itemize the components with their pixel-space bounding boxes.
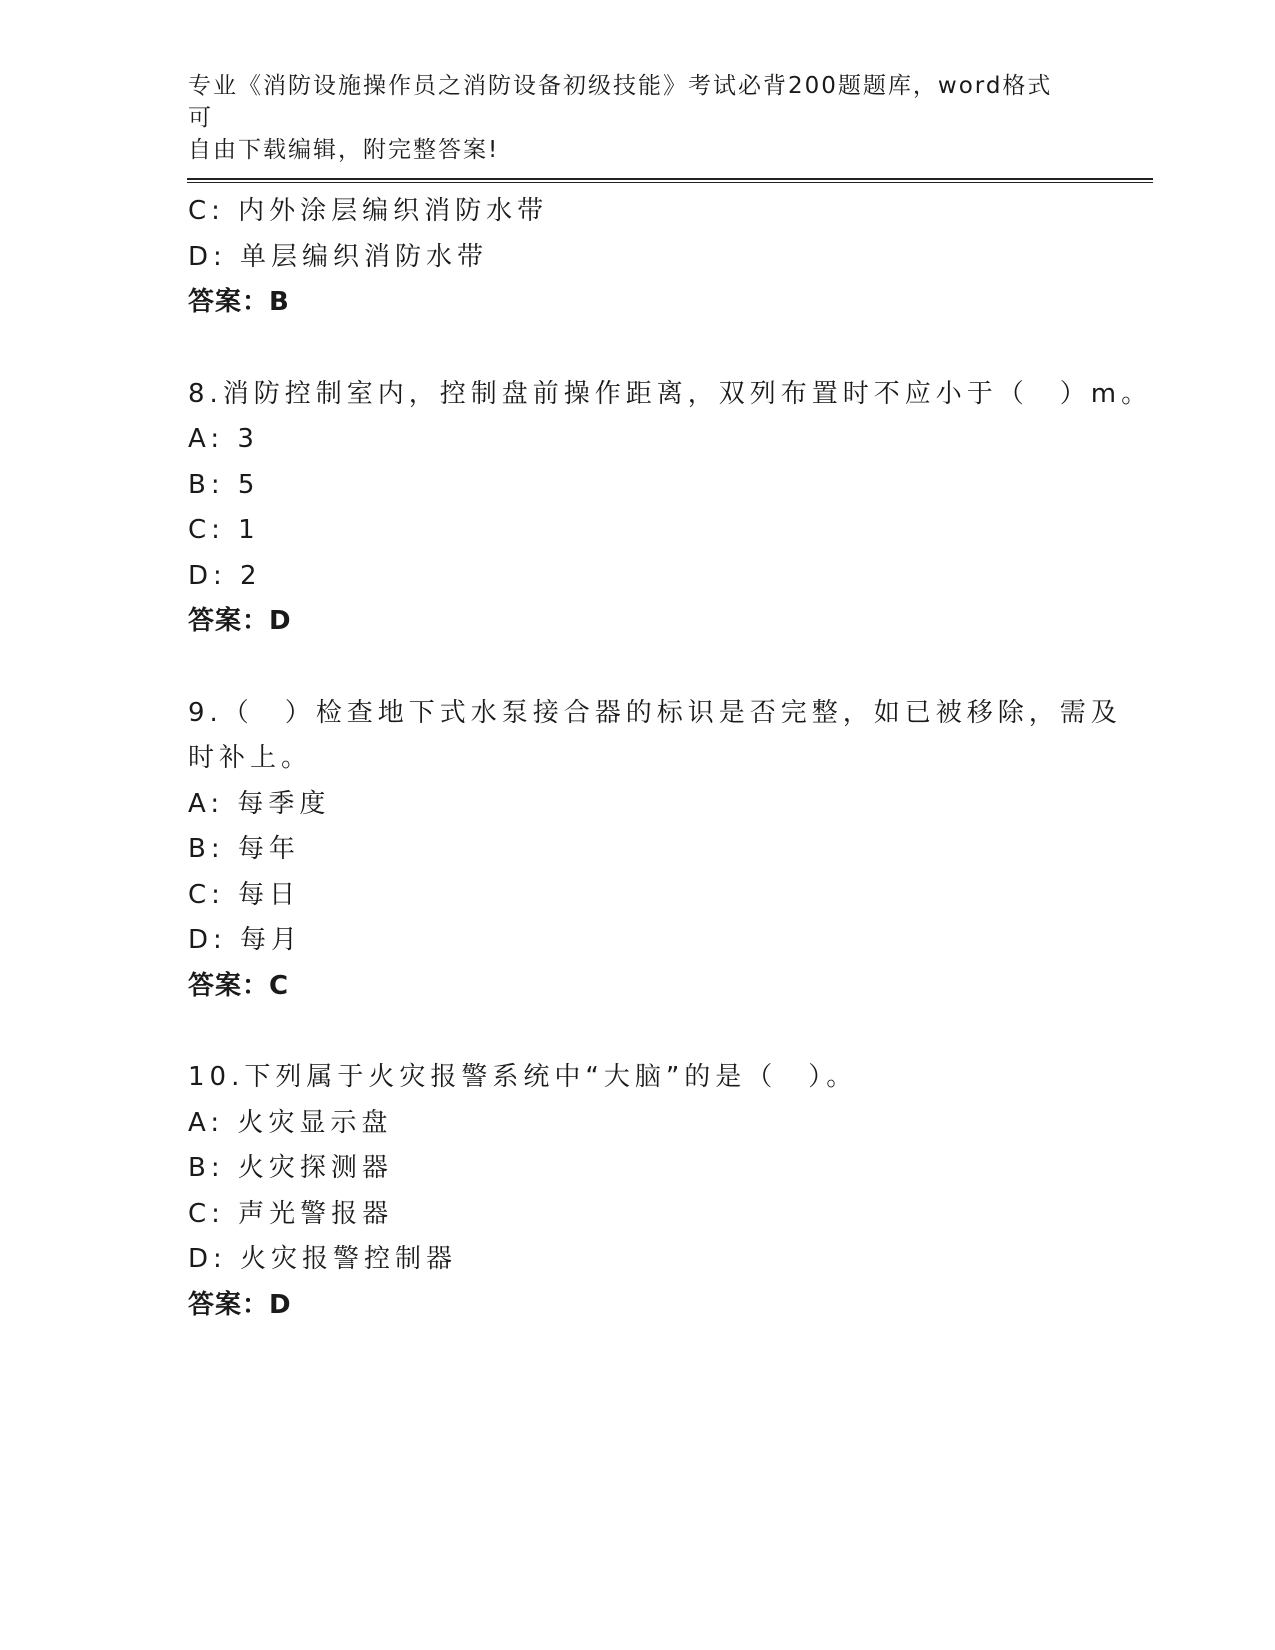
question-stem-line-1: 9.（ ）检查地下式水泵接合器的标识是否完整，如已被移除，需及 [188, 697, 1122, 728]
answer-line: 答案：B [188, 287, 290, 317]
question-stem: 10.下列属于火灾报警系统中“大脑”的是（ ）。 [188, 1062, 858, 1092]
option-b: B: 5 [188, 469, 260, 500]
question-stem: 8.消防控制室内，控制盘前操作距离，双列布置时不应小于（ ）m。 [188, 378, 1153, 409]
header-divider-thick [187, 178, 1153, 180]
answer-line: 答案：D [188, 1289, 292, 1320]
question-7-tail [188, 189, 1088, 326]
option-a: A: 3 [188, 424, 259, 454]
option-b: B: 每年 [188, 834, 300, 864]
option-c: C: 内外涂层编织消防水带 [188, 196, 549, 226]
option-c: C: 每日 [188, 879, 301, 910]
option-d: D: 每月 [188, 925, 303, 955]
question-stem-line-2: 时补上。 [188, 743, 313, 773]
header-divider-thin [187, 182, 1153, 183]
question-8 [188, 372, 1153, 645]
question-9 [188, 691, 1122, 1010]
option-d: D: 2 [188, 560, 262, 591]
option-c: C: 1 [188, 515, 260, 545]
option-d: D: 火灾报警控制器 [188, 1244, 458, 1274]
answer-line: 答案：D [188, 606, 292, 636]
option-d: D: 单层编织消防水带 [188, 241, 489, 272]
answer-line: 答案：C [188, 970, 290, 1001]
question-list [188, 189, 1153, 1328]
spacer [188, 1009, 1088, 1055]
option-b: B: 火灾探测器 [188, 1153, 393, 1183]
header-line-1: 专业《消防设施操作员之消防设备初级技能》考试必背200题题库，word格式可 [188, 73, 1053, 131]
option-a: A: 火灾显示盘 [188, 1107, 393, 1138]
spacer [188, 326, 1088, 372]
document-header [188, 70, 1068, 166]
header-line-2: 自由下载编辑，附完整答案! [188, 137, 500, 163]
spacer [188, 645, 1088, 691]
question-10 [188, 1055, 1088, 1328]
option-c: C: 声光警报器 [188, 1198, 394, 1229]
option-a: A: 每季度 [188, 788, 331, 819]
